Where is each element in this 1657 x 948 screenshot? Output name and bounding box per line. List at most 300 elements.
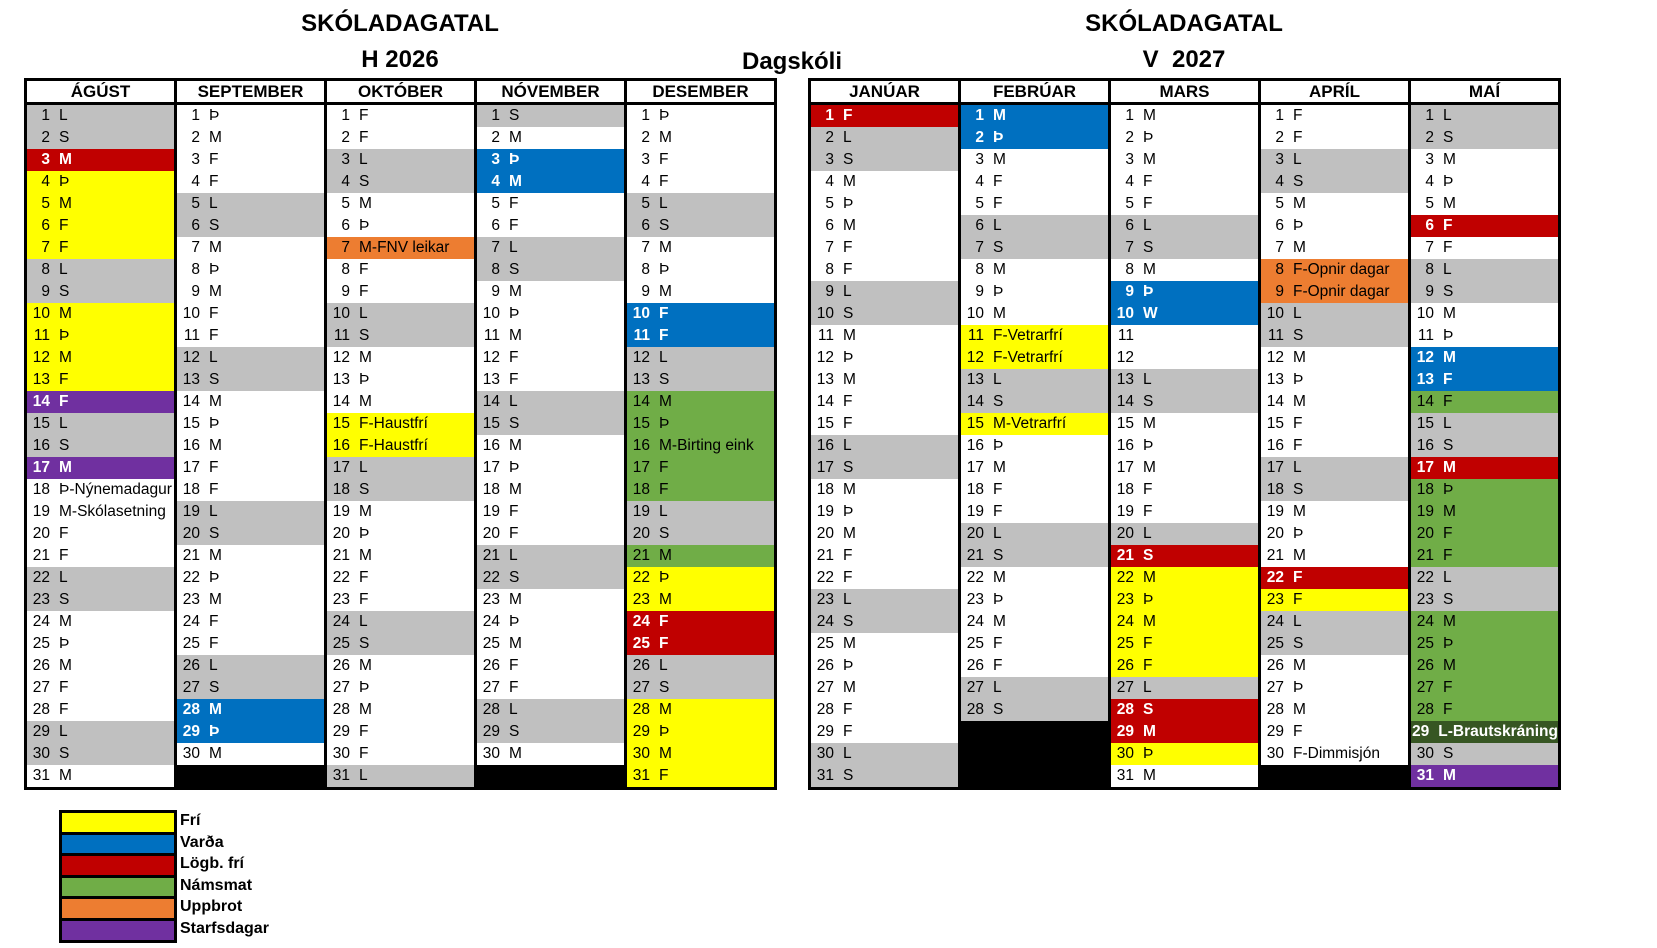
day-cell	[177, 655, 324, 677]
day-cell	[177, 435, 324, 457]
day-number: 28	[816, 701, 834, 718]
day-number: 6	[825, 217, 834, 234]
day-label: F	[59, 679, 69, 696]
legend-label: Varða	[180, 833, 224, 851]
day-cell	[1411, 149, 1558, 171]
day-number: 18	[182, 481, 200, 498]
day-number: 19	[332, 503, 350, 520]
day-number: 26	[182, 657, 200, 674]
day-number: 12	[332, 349, 350, 366]
day-number: 10	[482, 305, 500, 322]
day-label: F-Vetrarfrí	[993, 327, 1063, 344]
day-cell	[477, 523, 624, 545]
day-cell	[27, 545, 174, 567]
day-label: M	[359, 547, 372, 564]
day-label: M	[359, 349, 372, 366]
day-label: L	[1443, 261, 1452, 278]
day-label: S	[1293, 635, 1304, 652]
day-number: 23	[1266, 591, 1284, 608]
day-label: M-Skólasetning	[59, 503, 166, 520]
day-label: L	[59, 107, 68, 124]
day-cell	[627, 193, 774, 215]
day-cell	[811, 765, 958, 787]
day-label: F	[59, 371, 69, 388]
day-number: 10	[632, 305, 650, 322]
day-number: 9	[641, 283, 650, 300]
day-number: 6	[1425, 217, 1434, 234]
day-number: 18	[816, 481, 834, 498]
day-number: 28	[966, 701, 984, 718]
day-label: F	[359, 129, 369, 146]
day-cell	[1111, 303, 1258, 325]
day-label: Þ	[359, 217, 370, 234]
day-cell	[27, 105, 174, 127]
day-number: 13	[966, 371, 984, 388]
day-cell	[1261, 611, 1408, 633]
day-number: 11	[33, 327, 50, 344]
day-label: F	[1443, 217, 1453, 234]
day-cell	[177, 567, 324, 589]
day-cell	[477, 193, 624, 215]
day-number: 27	[632, 679, 650, 696]
month-column	[477, 81, 627, 787]
day-number: 31	[1116, 767, 1134, 784]
day-cell	[627, 567, 774, 589]
day-number: 21	[332, 547, 350, 564]
day-number: 25	[32, 635, 50, 652]
day-cell	[811, 479, 958, 501]
fall-calendar-panel	[24, 78, 777, 790]
day-number: 27	[1116, 679, 1134, 696]
day-number: 10	[966, 305, 984, 322]
day-label: M	[843, 327, 856, 344]
day-cell	[1111, 545, 1258, 567]
day-label: L	[1293, 305, 1302, 322]
day-label: F	[59, 547, 69, 564]
day-number: 13	[816, 371, 834, 388]
day-cell	[477, 655, 624, 677]
day-cell	[961, 347, 1108, 369]
day-label: S	[509, 261, 520, 278]
day-label: Þ	[843, 657, 854, 674]
day-label: L	[359, 459, 368, 476]
day-cell	[477, 435, 624, 457]
day-number: 1	[975, 107, 984, 124]
center-label: Dagskóli	[741, 48, 843, 75]
day-cell	[1111, 677, 1258, 699]
day-label: L	[359, 151, 368, 168]
day-label: L	[359, 305, 368, 322]
day-label: S	[359, 635, 370, 652]
day-number: 3	[1275, 151, 1284, 168]
day-number: 22	[1266, 569, 1284, 586]
day-number: 3	[825, 151, 834, 168]
day-cell	[961, 523, 1108, 545]
day-cell	[27, 193, 174, 215]
day-label: F	[659, 767, 669, 784]
day-cell	[627, 655, 774, 677]
day-cell	[961, 105, 1108, 127]
day-number: 21	[1116, 547, 1134, 564]
day-number: 5	[825, 195, 834, 212]
day-cell	[1411, 479, 1558, 501]
day-number: 21	[32, 547, 50, 564]
day-label: L	[209, 503, 218, 520]
day-number: 6	[191, 217, 200, 234]
day-label: L	[659, 349, 668, 366]
day-cell	[27, 479, 174, 501]
day-cell	[1261, 633, 1408, 655]
day-cell	[477, 699, 624, 721]
day-number: 26	[1266, 657, 1284, 674]
day-cell	[27, 589, 174, 611]
day-label: S	[1143, 239, 1154, 256]
day-label: S	[509, 107, 520, 124]
day-cell	[1111, 655, 1258, 677]
day-label: Þ	[1443, 327, 1454, 344]
day-number: 20	[1116, 525, 1134, 542]
day-number: 24	[816, 613, 834, 630]
day-cell	[811, 369, 958, 391]
day-label: M	[59, 349, 72, 366]
day-number: 4	[825, 173, 834, 190]
day-cell	[1411, 677, 1558, 699]
day-cell	[1261, 259, 1408, 281]
day-cell	[327, 567, 474, 589]
day-cell	[27, 259, 174, 281]
day-number: 30	[482, 745, 500, 762]
day-number: 28	[32, 701, 50, 718]
day-label: F	[359, 283, 369, 300]
day-cell	[327, 391, 474, 413]
day-cell	[327, 325, 474, 347]
day-label: F	[843, 239, 853, 256]
day-label: F	[59, 701, 69, 718]
day-cell	[27, 655, 174, 677]
day-label: Þ	[59, 173, 70, 190]
day-cell	[177, 743, 324, 765]
day-cell	[477, 501, 624, 523]
day-label: F	[843, 261, 853, 278]
day-label: Þ	[209, 415, 220, 432]
day-cell	[811, 413, 958, 435]
legend-swatch	[62, 835, 174, 857]
day-cell	[627, 611, 774, 633]
month-header: DESEMBER	[627, 81, 774, 105]
day-number: 8	[825, 261, 834, 278]
day-number: 2	[491, 129, 500, 146]
day-cell	[961, 589, 1108, 611]
day-cell	[1111, 391, 1258, 413]
day-number: 7	[341, 239, 350, 256]
day-cell	[1411, 281, 1558, 303]
day-cell	[811, 171, 958, 193]
day-cell	[177, 413, 324, 435]
day-number: 24	[1116, 613, 1134, 630]
month-column	[627, 81, 774, 787]
day-number: 3	[641, 151, 650, 168]
day-label: F	[209, 305, 219, 322]
day-number: 20	[32, 525, 50, 542]
day-label: M	[1293, 239, 1306, 256]
day-cell	[27, 633, 174, 655]
day-label: F	[1443, 547, 1453, 564]
day-number: 5	[491, 195, 500, 212]
day-cell	[811, 347, 958, 369]
day-label: F	[359, 569, 369, 586]
day-number: 6	[1275, 217, 1284, 234]
day-cell	[1111, 237, 1258, 259]
day-number: 1	[1125, 107, 1134, 124]
day-label: S	[1443, 129, 1454, 146]
day-cell	[1111, 611, 1258, 633]
day-number: 7	[191, 239, 200, 256]
day-cell	[27, 523, 174, 545]
day-cell	[327, 215, 474, 237]
day-cell	[961, 435, 1108, 457]
day-label: M	[359, 195, 372, 212]
day-cell	[327, 171, 474, 193]
day-label: F	[1293, 437, 1303, 454]
day-cell	[627, 127, 774, 149]
day-label: Þ	[59, 327, 70, 344]
day-label: Þ	[1143, 437, 1154, 454]
day-number: 2	[1275, 129, 1284, 146]
day-number: 16	[32, 437, 50, 454]
day-number: 29	[816, 723, 834, 740]
day-number: 18	[1116, 481, 1134, 498]
day-cell	[811, 127, 958, 149]
day-cell	[477, 567, 624, 589]
day-number: 5	[1425, 195, 1434, 212]
day-number: 21	[1266, 547, 1284, 564]
day-label: L	[843, 437, 852, 454]
day-label: F	[509, 503, 519, 520]
day-label: M	[843, 679, 856, 696]
day-cell	[961, 215, 1108, 237]
day-cell	[327, 765, 474, 787]
day-label: F-Haustfrí	[359, 437, 428, 454]
day-label: L	[209, 195, 218, 212]
day-number: 25	[332, 635, 350, 652]
day-label: L	[843, 745, 852, 762]
day-label: M	[509, 129, 522, 146]
legend-swatch-box	[59, 810, 177, 943]
day-number: 15	[1266, 415, 1284, 432]
day-number: 30	[816, 745, 834, 762]
legend-swatch	[62, 878, 174, 900]
day-cell	[811, 523, 958, 545]
day-cell	[961, 501, 1108, 523]
day-number: 2	[975, 129, 984, 146]
day-number: 10	[332, 305, 350, 322]
day-label: M	[359, 503, 372, 520]
day-number: 20	[482, 525, 500, 542]
day-number: 22	[1416, 569, 1434, 586]
day-label: F	[359, 745, 369, 762]
day-label: F	[843, 393, 853, 410]
day-label: Þ	[209, 261, 220, 278]
day-label: M	[59, 195, 72, 212]
day-number: 10	[182, 305, 200, 322]
day-cell	[327, 523, 474, 545]
legend-swatch	[62, 921, 174, 940]
day-cell	[811, 677, 958, 699]
day-label: L	[993, 371, 1002, 388]
day-cell	[477, 171, 624, 193]
day-number: 16	[1416, 437, 1434, 454]
day-number: 9	[975, 283, 984, 300]
day-cell	[27, 391, 174, 413]
day-number: 2	[191, 129, 200, 146]
day-cell	[177, 325, 324, 347]
day-number: 29	[332, 723, 350, 740]
day-cell	[1111, 567, 1258, 589]
day-label: L	[59, 415, 68, 432]
day-label: L	[1293, 459, 1302, 476]
day-label: F	[209, 481, 219, 498]
day-label: M-Birting eink	[659, 437, 754, 454]
day-label: S	[659, 217, 670, 234]
day-number: 15	[482, 415, 500, 432]
day-label: M	[1293, 349, 1306, 366]
day-number: 12	[1116, 349, 1134, 366]
day-cell	[627, 347, 774, 369]
day-cell	[961, 479, 1108, 501]
day-cell	[1411, 523, 1558, 545]
day-label: F	[659, 459, 669, 476]
day-cell	[1261, 523, 1408, 545]
month-column	[1111, 81, 1261, 787]
day-cell	[1261, 567, 1408, 589]
day-label: F	[209, 327, 219, 344]
day-number: 12	[1266, 349, 1284, 366]
day-number: 4	[1125, 173, 1134, 190]
day-number: 3	[341, 151, 350, 168]
day-label: F-Dimmisjón	[1293, 745, 1380, 762]
day-label: F-Opnir dagar	[1293, 283, 1390, 300]
day-label: M	[59, 657, 72, 674]
day-label: S	[843, 459, 854, 476]
day-label: M	[1293, 195, 1306, 212]
day-number: 19	[816, 503, 834, 520]
day-label: M	[1443, 349, 1456, 366]
day-cell	[177, 633, 324, 655]
day-number: 26	[816, 657, 834, 674]
day-label: S	[1443, 591, 1454, 608]
day-number: 11	[183, 327, 200, 344]
day-number: 29	[1412, 723, 1430, 740]
day-cell	[177, 523, 324, 545]
right-term: V 2027	[1142, 46, 1226, 73]
month-column	[961, 81, 1111, 787]
day-label: F	[1143, 173, 1153, 190]
day-number: 24	[482, 613, 500, 630]
day-number: 13	[1416, 371, 1434, 388]
day-number: 22	[332, 569, 350, 586]
day-number: 9	[341, 283, 350, 300]
day-cell	[961, 413, 1108, 435]
day-number: 29	[32, 723, 50, 740]
day-number: 22	[816, 569, 834, 586]
day-number: 24	[966, 613, 984, 630]
day-cell	[627, 149, 774, 171]
day-number: 19	[1266, 503, 1284, 520]
day-cell	[477, 259, 624, 281]
legend-swatch	[62, 813, 174, 835]
day-cell	[1261, 369, 1408, 391]
day-label: M	[59, 613, 72, 630]
day-label: L	[509, 547, 518, 564]
day-cell	[477, 457, 624, 479]
day-number: 8	[1425, 261, 1434, 278]
day-number: 12	[1416, 349, 1434, 366]
day-number: 10	[1416, 305, 1434, 322]
day-label: F	[993, 503, 1003, 520]
day-label: S	[509, 415, 520, 432]
day-label: F	[1443, 239, 1453, 256]
day-number: 4	[1275, 173, 1284, 190]
right-title: SKÓLADAGATAL	[1085, 10, 1283, 37]
day-cell	[627, 391, 774, 413]
day-number: 4	[41, 173, 50, 190]
day-number: 22	[966, 569, 984, 586]
day-label: F	[1443, 393, 1453, 410]
day-number: 14	[32, 393, 50, 410]
day-label: S	[509, 569, 520, 586]
day-label: F	[1443, 679, 1453, 696]
day-label: M	[509, 173, 522, 190]
day-cell	[811, 611, 958, 633]
day-number: 21	[482, 547, 500, 564]
day-label: Þ	[993, 283, 1004, 300]
day-number: 15	[1116, 415, 1134, 432]
day-label: F	[843, 723, 853, 740]
day-cell	[1411, 765, 1558, 787]
day-label: F	[1293, 107, 1303, 124]
day-label: S	[359, 327, 370, 344]
day-cell	[477, 105, 624, 127]
day-label: Þ	[993, 129, 1004, 146]
day-label: S	[359, 481, 370, 498]
day-number: 14	[632, 393, 650, 410]
day-number: 27	[32, 679, 50, 696]
day-label: M	[509, 327, 522, 344]
day-label: M	[1143, 107, 1156, 124]
day-cell	[27, 457, 174, 479]
day-label: F	[659, 327, 669, 344]
day-cell	[1411, 633, 1558, 655]
day-cell	[1261, 171, 1408, 193]
day-cell	[177, 545, 324, 567]
day-number: 7	[975, 239, 984, 256]
day-number: 14	[482, 393, 500, 410]
day-number: 13	[1116, 371, 1134, 388]
day-label: S	[1293, 173, 1304, 190]
day-cell	[627, 457, 774, 479]
day-cell	[961, 259, 1108, 281]
day-cell	[1261, 457, 1408, 479]
day-label: M	[1143, 459, 1156, 476]
day-number: 27	[966, 679, 984, 696]
day-number: 20	[1266, 525, 1284, 542]
day-cell	[477, 589, 624, 611]
day-number: 23	[482, 591, 500, 608]
day-number: 8	[975, 261, 984, 278]
day-label: Þ	[1293, 679, 1304, 696]
day-cell	[1261, 281, 1408, 303]
day-number: 7	[641, 239, 650, 256]
